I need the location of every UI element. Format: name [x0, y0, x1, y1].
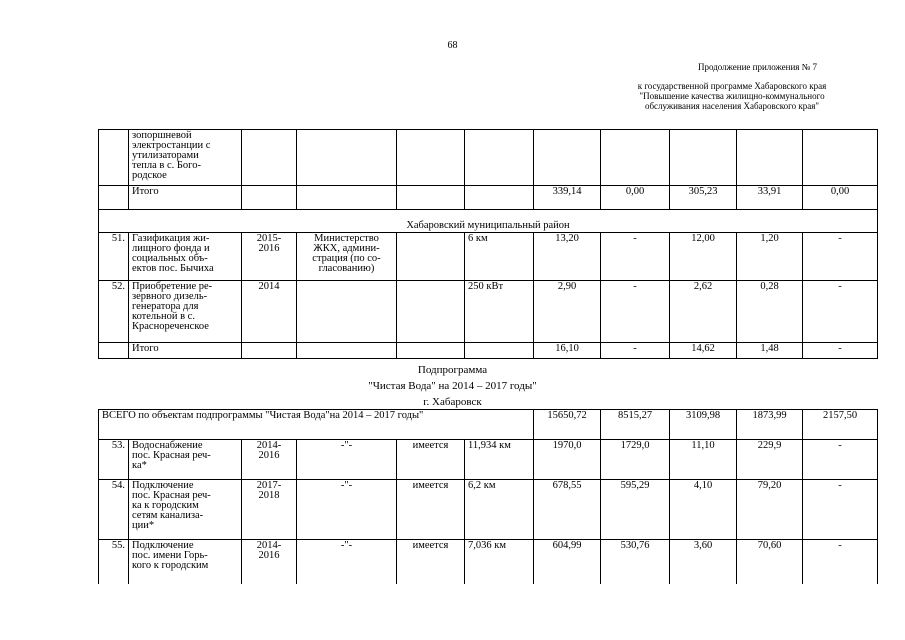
section-row	[99, 220, 878, 233]
grand-total-label: ВСЕГО по объектам подпрограммы "Чистая Вода"на 2014 – 2017 годы"	[99, 410, 534, 440]
table-row	[99, 440, 878, 480]
cell-n: 52.	[99, 280, 129, 342]
cell-v3: 3,60	[670, 540, 737, 584]
cell-v1: 13,20	[534, 232, 601, 280]
cell-name: Итого	[129, 186, 242, 210]
cell-name: Итого	[129, 342, 242, 358]
table-row	[99, 280, 878, 342]
cell-v1: 16,10	[534, 342, 601, 358]
cell-n: 51.	[99, 232, 129, 280]
cell-v5: -	[803, 342, 878, 358]
cell-exec: -"-	[297, 440, 397, 480]
table-row	[99, 232, 878, 280]
cell-name: Газификация жи- лищного фонда и социальных объ- ектов пос. Бычиха	[129, 232, 242, 280]
cell-n	[99, 130, 129, 186]
cell-c6	[465, 130, 534, 186]
cell-c6	[465, 186, 534, 210]
cell-v1: 1970,0	[534, 440, 601, 480]
cell-v2	[601, 130, 670, 186]
cell-v5: -	[803, 480, 878, 540]
cell-v2: 8515,27	[601, 410, 670, 440]
cell-v5: -	[803, 280, 878, 342]
table-row	[99, 130, 878, 186]
cell-c6: 6 км	[465, 232, 534, 280]
cell-v3: 14,62	[670, 342, 737, 358]
page-number: 68	[447, 40, 458, 51]
cell-v5: -	[803, 440, 878, 480]
cell-years: 2017- 2018	[242, 480, 297, 540]
cell-c5	[397, 280, 465, 342]
cell-n	[99, 342, 129, 358]
cell-name: Подключение пос. Красная реч- ка к городским сетям канализа- ции*	[129, 480, 242, 540]
cell-years: 2014- 2016	[242, 540, 297, 584]
section-title: Хабаровский муниципальный район	[99, 220, 878, 233]
cell-years	[242, 342, 297, 358]
cell-v3: 12,00	[670, 232, 737, 280]
cell-name: Водоснабжение пос. Красная реч- ка*	[129, 440, 242, 480]
header-line-2: к государственной программе Хабаровского края	[637, 81, 827, 91]
header-line-4: обслуживания населения Хабаровского края"	[644, 101, 820, 111]
cell-c6: 7,036 км	[465, 540, 534, 584]
cell-v4: 1873,99	[737, 410, 803, 440]
cell-n: 54.	[99, 480, 129, 540]
cell-v2: 595,29	[601, 480, 670, 540]
cell-c6	[465, 342, 534, 358]
cell-v5	[803, 130, 878, 186]
cell-v3: 2,62	[670, 280, 737, 342]
cell-v1: 678,55	[534, 480, 601, 540]
cell-c6: 11,934 км	[465, 440, 534, 480]
cell-v1	[534, 130, 601, 186]
cell-exec: -"-	[297, 540, 397, 584]
cell-v3: 3109,98	[670, 410, 737, 440]
subprogram-label: Подпрограмма	[417, 364, 488, 376]
subprogram-title: "Чистая Вода" на 2014 – 2017 годы"	[368, 380, 537, 392]
cell-v5: -	[803, 540, 878, 584]
cell-years: 2014	[242, 280, 297, 342]
cell-v4: 79,20	[737, 480, 803, 540]
cell-n	[99, 186, 129, 210]
cell-exec	[297, 130, 397, 186]
cell-name: Подключение пос. имени Горь- кого к городским	[129, 540, 242, 584]
total-row	[99, 186, 878, 210]
spacer-cell	[99, 210, 878, 220]
cell-c5	[397, 186, 465, 210]
cell-c5: имеется	[397, 440, 465, 480]
cell-v2: -	[601, 232, 670, 280]
total-row	[99, 342, 878, 358]
cell-years: 2015- 2016	[242, 232, 297, 280]
cell-v2: 0,00	[601, 186, 670, 210]
cell-c5	[397, 130, 465, 186]
cell-v1: 2,90	[534, 280, 601, 342]
table-row	[99, 540, 878, 584]
cell-v1: 604,99	[534, 540, 601, 584]
cell-v2: -	[601, 280, 670, 342]
cell-v3: 305,23	[670, 186, 737, 210]
cell-c5	[397, 342, 465, 358]
cell-v4: 229,9	[737, 440, 803, 480]
cell-v2: -	[601, 342, 670, 358]
appendix-continuation: Продолжение приложения № 7	[697, 62, 817, 72]
cell-c6: 6,2 км	[465, 480, 534, 540]
grand-total-row	[99, 410, 878, 440]
cell-name: Приобретение ре- зервного дизель- генератора для котельной в с. Краснореченское	[129, 280, 242, 342]
cell-v4: 70,60	[737, 540, 803, 584]
cell-v3: 4,10	[670, 480, 737, 540]
cell-c5: имеется	[397, 480, 465, 540]
cell-exec: Министерство ЖКХ, админи- страция (по со- гласованию)	[297, 232, 397, 280]
subprogram-city: г. Хабаровск	[423, 396, 482, 408]
cell-c5	[397, 232, 465, 280]
cell-n: 55.	[99, 540, 129, 584]
cell-v4	[737, 130, 803, 186]
cell-v4: 0,28	[737, 280, 803, 342]
cell-exec: -"-	[297, 480, 397, 540]
cell-name: зопоршневой электростанции с утилизаторами тепла в с. Бого- родское	[129, 130, 242, 186]
cell-years	[242, 186, 297, 210]
cell-exec	[297, 186, 397, 210]
cell-v1: 15650,72	[534, 410, 601, 440]
header-line-3: "Повышение качества жилищно-коммунального	[639, 91, 825, 101]
cell-v3	[670, 130, 737, 186]
cell-v5: 2157,50	[803, 410, 878, 440]
cell-v5: -	[803, 232, 878, 280]
cell-v3: 11,10	[670, 440, 737, 480]
cell-v4: 1,20	[737, 232, 803, 280]
cell-n: 53.	[99, 440, 129, 480]
cell-c6: 250 кВт	[465, 280, 534, 342]
objects-table-upper	[98, 129, 878, 359]
cell-c5: имеется	[397, 540, 465, 584]
cell-v2: 1729,0	[601, 440, 670, 480]
cell-years: 2014- 2016	[242, 440, 297, 480]
cell-v5: 0,00	[803, 186, 878, 210]
spacer-row	[99, 210, 878, 220]
cell-exec	[297, 342, 397, 358]
appendix-header	[602, 81, 862, 111]
cell-v4: 1,48	[737, 342, 803, 358]
objects-table-lower	[98, 409, 878, 584]
cell-v1: 339,14	[534, 186, 601, 210]
cell-v4: 33,91	[737, 186, 803, 210]
cell-years	[242, 130, 297, 186]
table-row	[99, 480, 878, 540]
cell-exec	[297, 280, 397, 342]
cell-v2: 530,76	[601, 540, 670, 584]
